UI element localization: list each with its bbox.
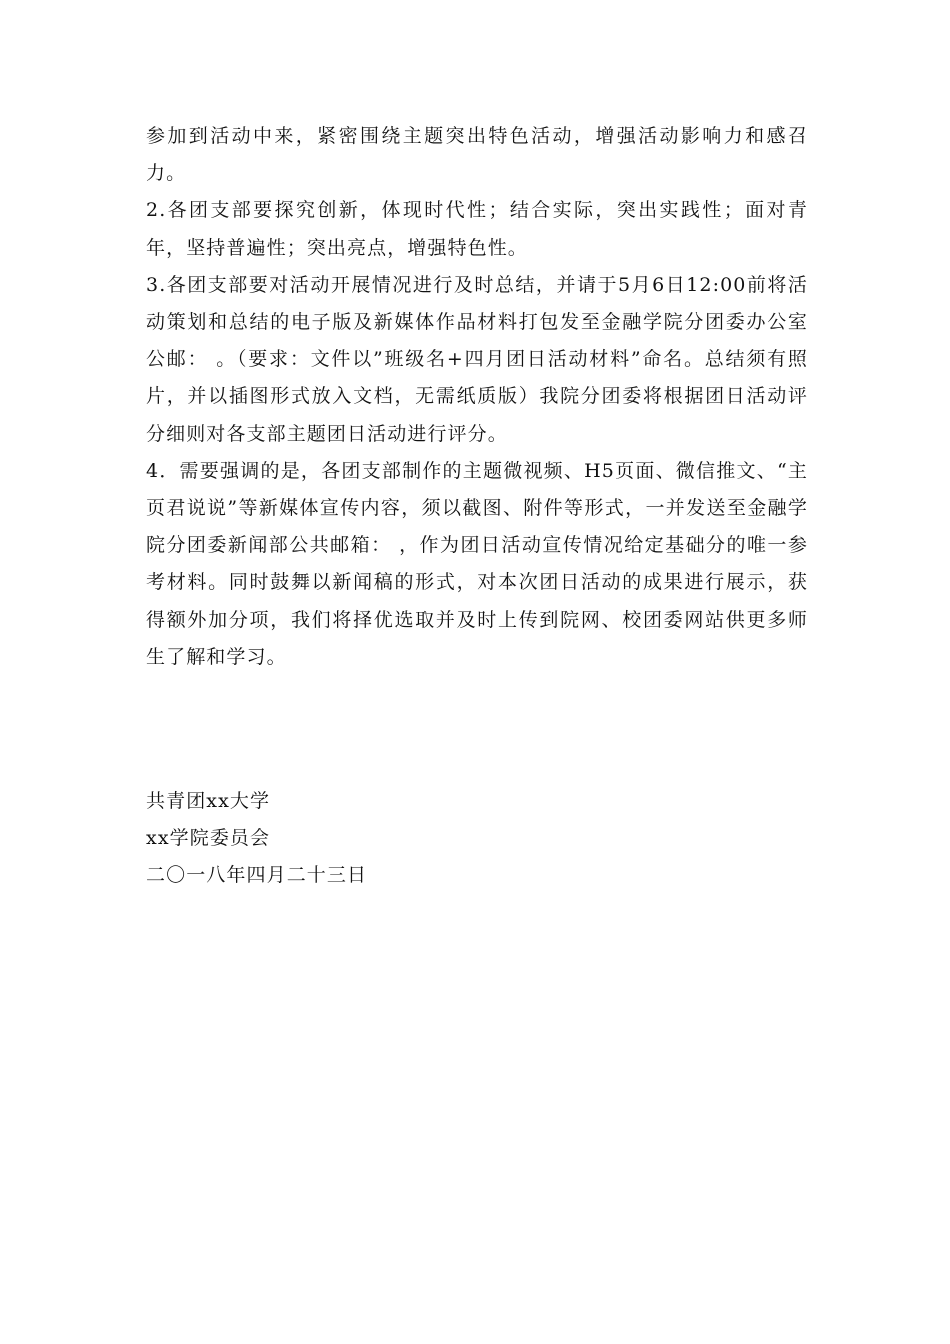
- signature-date: 二〇一八年四月二十三日: [146, 864, 368, 887]
- signature-committee: xx学院委员会: [146, 827, 271, 850]
- signature-block: [146, 783, 646, 895]
- document-body: [146, 118, 808, 676]
- signature-organization: 共青团xx大学: [146, 790, 271, 812]
- paragraph-item-2: 2.各团支部要探究创新，体现时代性；结合实际，突出实践性；面对青年，坚持普遍性；突出亮点，增强特色性。: [146, 199, 808, 259]
- paragraph-item-3: 3.各团支部要对活动开展情况进行及时总结，并请于5月6日12:00前将活动策划和总结的电子版及新媒体作品材料打包发至金融学院分团委办公室公邮： 。（要求：文件以”班级名+四月团日活动材料”命名。总结须有照片，并以插图形式放入文档，无需纸质版）我院分团委将根据团日活动评分细则对各支部主题团日活动进行评分。: [146, 273, 808, 445]
- paragraph-item-4: 4．需要强调的是，各团支部制作的主题微视频、H5页面、微信推文、“主页君说说”等新媒体宣传内容，须以截图、附件等形式，一并发送至金融学院分团委新闻部公共邮箱： ，作为团日活动宣传情况给定基础分的唯一参考材料。同时鼓舞以新闻稿的形式，对本次团日活动的成果进行展示，获得额外加分项，我们将择优选取并及时上传到院网、校团委网站供更多师生了解和学习。: [146, 459, 808, 668]
- paragraph-continuation: 参加到活动中来，紧密围绕主题突出特色活动，增强活动影响力和感召力。: [146, 125, 808, 185]
